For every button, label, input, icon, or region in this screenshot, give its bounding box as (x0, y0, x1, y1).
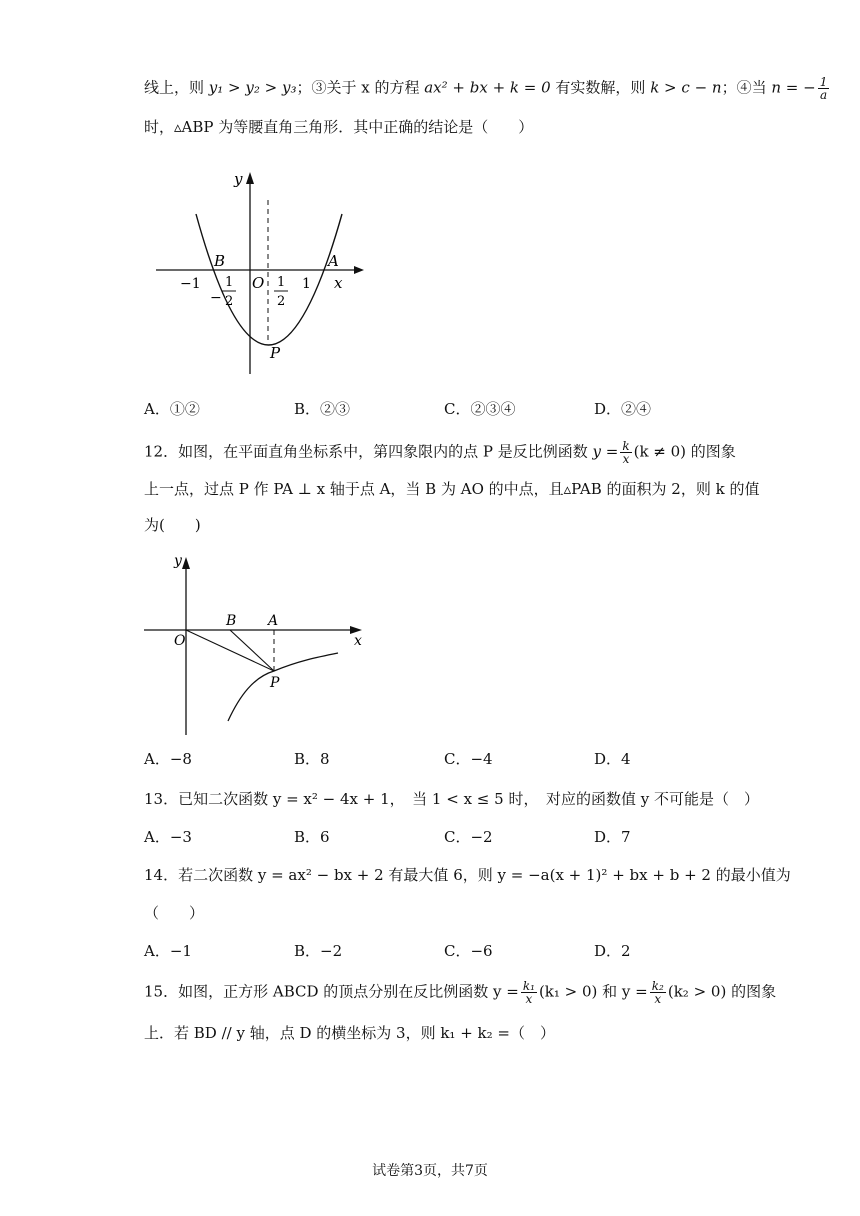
q11-condition: k > c − n (650, 78, 722, 97)
q12-option-d[interactable]: D．4 (594, 750, 631, 768)
q15-fraction-1 (521, 980, 537, 1005)
q11-parabola-figure (150, 160, 380, 380)
q15-frac2-num: k₂ (651, 979, 664, 993)
q12-segment-bp (230, 630, 274, 671)
q12-label-p: P (270, 675, 280, 691)
q11-option-a[interactable]: A．①② (144, 400, 200, 418)
q15-line-2: 上．若 BD // y 轴，点 D 的横坐标为 3，则 k₁ + k₂ =（ ） (144, 1024, 555, 1042)
page-footer: 试卷第3页，共7页 (372, 1163, 488, 1179)
q11-y-arrow-icon (246, 172, 254, 184)
q12-line-2: 上一点，过点 P 作 PA ⊥ x 轴于点 A，当 B 为 AO 的中点，且▵PAB 的面积为 2，则 k 的值 (144, 480, 760, 498)
q12-label-b: B (226, 613, 237, 629)
q12-text-a: 12．如图，在平面直角坐标系中，第四象限内的点 P 是反比例函数 (144, 442, 593, 461)
q12-func: y = (592, 442, 619, 461)
q11-parabola-curve (196, 214, 342, 345)
q12-x-label: x (354, 633, 362, 649)
q12-line-3: 为( ) (144, 516, 201, 534)
q12-option-a[interactable]: A．−8 (144, 750, 192, 768)
q11-tick-neg1: −1 (180, 276, 201, 292)
q11-equation: ax² + bx + k = 0 (424, 78, 551, 97)
q11-fraction (818, 76, 830, 101)
q11-label-a: A (328, 252, 339, 270)
q11-option-c[interactable]: C．②③④ (444, 400, 516, 418)
q11-option-d[interactable]: D．②④ (594, 400, 652, 418)
q13-line: 13．已知二次函数 y = x² − 4x + 1， 当 1 < x ≤ 5 时， 对应的函数值 y 不可能是（ ） (144, 790, 759, 808)
q11-label-p: P (270, 344, 281, 362)
q11-text-d: ；④当 (721, 78, 772, 97)
q12-fraction (620, 440, 631, 465)
q11-tick-half-num: 1 (277, 275, 286, 290)
q11-tick-neg-half-sign: − (210, 290, 222, 306)
q13-option-a[interactable]: A．−3 (144, 828, 192, 846)
q12-y-arrow-icon (182, 557, 190, 569)
q12-line-1 (144, 440, 736, 465)
q11-line-1 (144, 76, 831, 101)
q15-frac1-num: k₁ (522, 979, 535, 993)
q11-text-c: 有实数解，则 (550, 78, 651, 97)
q14-line-2: （ ） (144, 904, 205, 922)
q12-text-b: (k ≠ 0) 的图象 (633, 442, 736, 461)
q11-text-a: 线上，则 (144, 78, 209, 97)
q12-hyperbola-figure (140, 545, 380, 740)
q11-tick-neg-half-num: 1 (225, 275, 234, 290)
q11-x-label: x (334, 274, 343, 292)
q11-tick-neg-half-den: 2 (225, 294, 234, 309)
q14-option-a[interactable]: A．−1 (144, 942, 192, 960)
q15-line-1 (144, 980, 776, 1005)
q15-frac1-den: x (525, 992, 533, 1006)
q12-option-b[interactable]: B．8 (294, 750, 330, 768)
q11-inequality: y₁ > y₂ > y₃ (208, 78, 297, 97)
q14-option-b[interactable]: B．−2 (294, 942, 343, 960)
q12-frac-num: k (622, 439, 630, 453)
q11-option-b[interactable]: B．②③ (294, 400, 351, 418)
q11-frac-num: 1 (819, 75, 828, 89)
q15-fraction-2 (650, 980, 666, 1005)
q12-origin-label: O (174, 633, 186, 649)
q11-n-expr: n = − (771, 78, 816, 97)
q14-option-c[interactable]: C．−6 (444, 942, 493, 960)
q15-text-a: 15．如图，正方形 ABCD 的顶点分别在反比例函数 y = (144, 982, 519, 1001)
q13-option-d[interactable]: D．7 (594, 828, 631, 846)
q14-line-1: 14．若二次函数 y = ax² − bx + 2 有最大值 6，则 y = −a(x + 1)² + bx + b + 2 的最小值为 (144, 866, 791, 884)
q11-tick-half-den: 2 (277, 294, 286, 309)
q11-frac-den: a (819, 88, 828, 102)
q15-text-b: (k₁ > 0) 和 y = (538, 982, 648, 1001)
q12-label-a: A (268, 613, 279, 629)
q12-y-label: y (174, 553, 182, 569)
q12-option-c[interactable]: C．−4 (444, 750, 493, 768)
q12-segment-op (186, 630, 274, 671)
q11-x-arrow-icon (354, 266, 364, 274)
q15-text-c: (k₂ > 0) 的图象 (667, 982, 777, 1001)
q11-tick-1: 1 (302, 276, 311, 292)
q11-text-b: ；③关于 x 的方程 (296, 78, 425, 97)
q11-label-b: B (214, 252, 226, 270)
q13-option-b[interactable]: B．6 (294, 828, 330, 846)
q11-origin-label: O (252, 274, 265, 292)
q14-option-d[interactable]: D．2 (594, 942, 631, 960)
q15-frac2-den: x (654, 992, 662, 1006)
q13-option-c[interactable]: C．−2 (444, 828, 493, 846)
q12-frac-den: x (622, 452, 630, 466)
q11-line-2: 时，▵ABP 为等腰直角三角形．其中正确的结论是（ ） (144, 118, 534, 136)
q12-hyperbola-curve (228, 653, 338, 721)
q11-y-label: y (234, 170, 243, 188)
